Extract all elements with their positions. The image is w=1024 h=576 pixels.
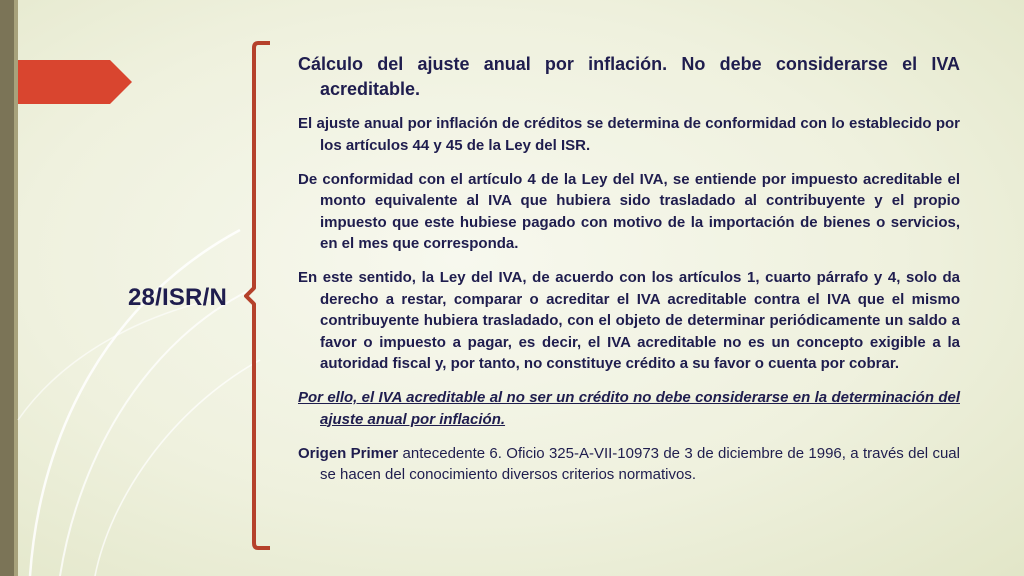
paragraph-1: El ajuste anual por inflación de créditos se determina de conformidad con lo establecido por los artículos 44 y 45 de la Ley del ISR. (298, 115, 960, 154)
paragraph-3: En este sentido, la Ley del IVA, de acuerdo con los artículos 1, cuarto párrafo y 4, solo da derecho a restar, comparar o acreditar el IVA acreditable contra el IVA que el mismo contribuyente hubiera trasladado, con el objeto de determinar periódicamente un saldo a favor o impuesto a pagar, es decir, el IVA acreditable no es un concepto exigible a la autoridad fiscal y, por tanto, no constituye crédito a su favor o cuenta por cobrar. (298, 269, 960, 372)
conclusion-paragraph: Por ello, el IVA acreditable al no ser un crédito no debe considerarse en la determinación del ajuste anual por inflación. (298, 389, 960, 428)
origin-label: Origen Primer (298, 444, 399, 462)
red-arrow-shape (18, 60, 138, 104)
origin-text: antecedente 6. Oficio 325-A-VII-10973 de 3 de diciembre de 1996, a través del cual se hacen del conocimiento diversos criterios normativos. (320, 444, 960, 483)
origin-paragraph (298, 443, 960, 486)
left-bracket-shape (244, 40, 274, 552)
slide-content (298, 52, 960, 498)
heading-paragraph: Cálculo del ajuste anual por inflación. No debe considerarse el IVA acreditable. (298, 54, 960, 99)
paragraph-2: De conformidad con el artículo 4 de la Ley del IVA, se entiende por impuesto acreditable el monto equivalente al IVA que hubiera sido trasladado al contribuyente y el propio impuesto que este hubiese pagado con motivo de la importación de bienes o servicios, en el mes que corresponda. (298, 170, 960, 252)
slide-label: 28/ISR/N (128, 284, 227, 311)
